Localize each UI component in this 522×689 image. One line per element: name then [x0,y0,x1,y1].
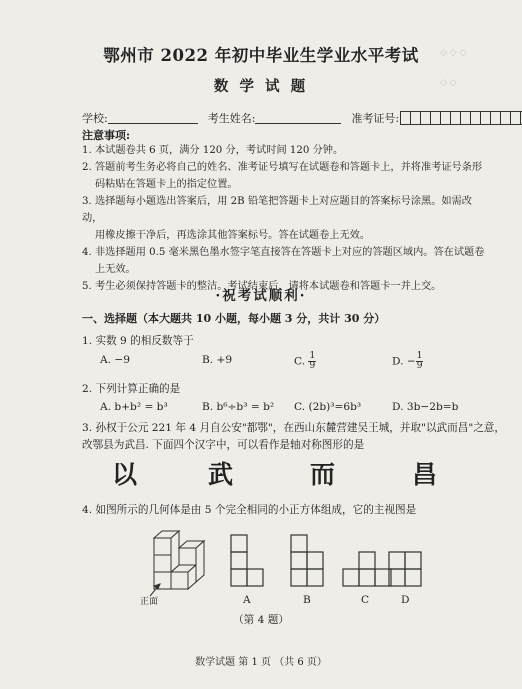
question-4-stem: 4. 如图所示的几何体是由 5 个完全相同的小正方体组成，它的主视图是 [82,504,417,516]
figure-caption: （第 4 题） [233,614,289,626]
numerator: 1 [416,351,423,361]
school-label: 学校: [82,112,108,125]
question-1-stem: 1. 实数 9 的相反数等于 [82,335,194,347]
note-item: 5. 考生必须保持答题卡的整洁。考试结束后，请将本试题卷和答题卡一并上交。 [82,281,442,292]
option-b: B. b⁶÷b³ = b² [202,401,275,413]
character-option: 以 [112,460,138,489]
good-luck-text: ·祝考试顺利· [215,288,307,304]
id-boxes[interactable] [401,111,522,125]
note-item: 3. 选择题每小题选出答案后，用 2B 铅笔把答题卡上对应题目的答案标号涂黑。如需改动， [82,196,472,224]
bleed-through-text: ◇ ◇ ◇ [440,48,467,58]
page-title: 鄂州市 2022 年初中毕业生学业水平考试 [103,46,419,65]
option-c-figure [342,551,394,588]
section-heading: 一、选择题（本大题共 10 小题，每小题 3 分，共计 30 分） [82,312,386,325]
character-option: 昌 [412,460,438,489]
option-d-prefix: D. − [392,355,416,368]
option-label: B [303,594,311,606]
character-option: 武 [208,460,234,489]
fraction [416,352,424,371]
fraction [308,352,316,371]
id-label: 准考证号: [351,112,400,125]
option-c-prefix: C. [294,355,306,368]
school-field[interactable] [108,113,198,124]
option-label: D [401,594,410,606]
notes-title: 注意事项: [82,129,131,142]
note-item: 1. 本试题卷共 6 页，满分 120 分，考试时间 120 分钟。 [82,145,344,156]
denominator: 9 [309,361,316,371]
denominator: 9 [416,361,423,371]
note-item: 码粘贴在答题卡上的指定位置。 [95,179,238,190]
name-field[interactable] [255,113,341,124]
note-item: 2. 答题前考生务必将自己的姓名、准考证号填写在试题卷和答题卡上，并将准考证号条形 [82,162,483,173]
option-a: A. −9 [100,354,131,366]
option-c [294,352,316,371]
note-item: 4. 非选择题用 0.5 毫米黑色墨水签字笔直接答在答题卡上对应的答题区域内。答在试题卷 [82,247,485,258]
note-item: 用橡皮擦干净后，再选涂其他答案标号。答在试题卷上无效。 [95,230,371,241]
option-a: A. b+b² = b³ [100,401,168,413]
page-subtitle: 数 学 试 题 [213,78,309,95]
question-3-line-1: 3. 孙权于公元 221 年 4 月自公安"都鄂"，在西山东麓营建吴王城，并取"以武而昌"之意， [82,422,505,434]
option-b: B. +9 [202,354,233,366]
cube-solid-figure [140,522,220,602]
character-option: 而 [310,460,336,489]
page-footer: 数学试题 第 1 页 （共 6 页） [195,657,327,668]
option-d [392,352,423,371]
bleed-through-text: ◇ ◇ [440,78,457,88]
numerator: 1 [309,351,316,361]
option-d-figure [388,534,424,588]
front-view-label: 正面 [140,597,159,607]
option-d: D. 3b−2b=b [392,401,459,413]
question-3-line-2: 改鄂县为武昌. 下面四个汉字中，可以看作是轴对称图形的是 [82,439,365,451]
option-b-figure [290,534,326,588]
question-2-stem: 2. 下列计算正确的是 [82,383,181,395]
notes-list [82,142,490,295]
name-label: 考生姓名: [207,112,256,125]
option-label: A [243,594,251,606]
note-item: 上无效。 [95,264,136,275]
option-a-figure [230,534,266,588]
candidate-info-row [82,110,522,126]
option-c: C. (2b)³=6b³ [294,401,362,413]
option-label: C [361,594,370,606]
